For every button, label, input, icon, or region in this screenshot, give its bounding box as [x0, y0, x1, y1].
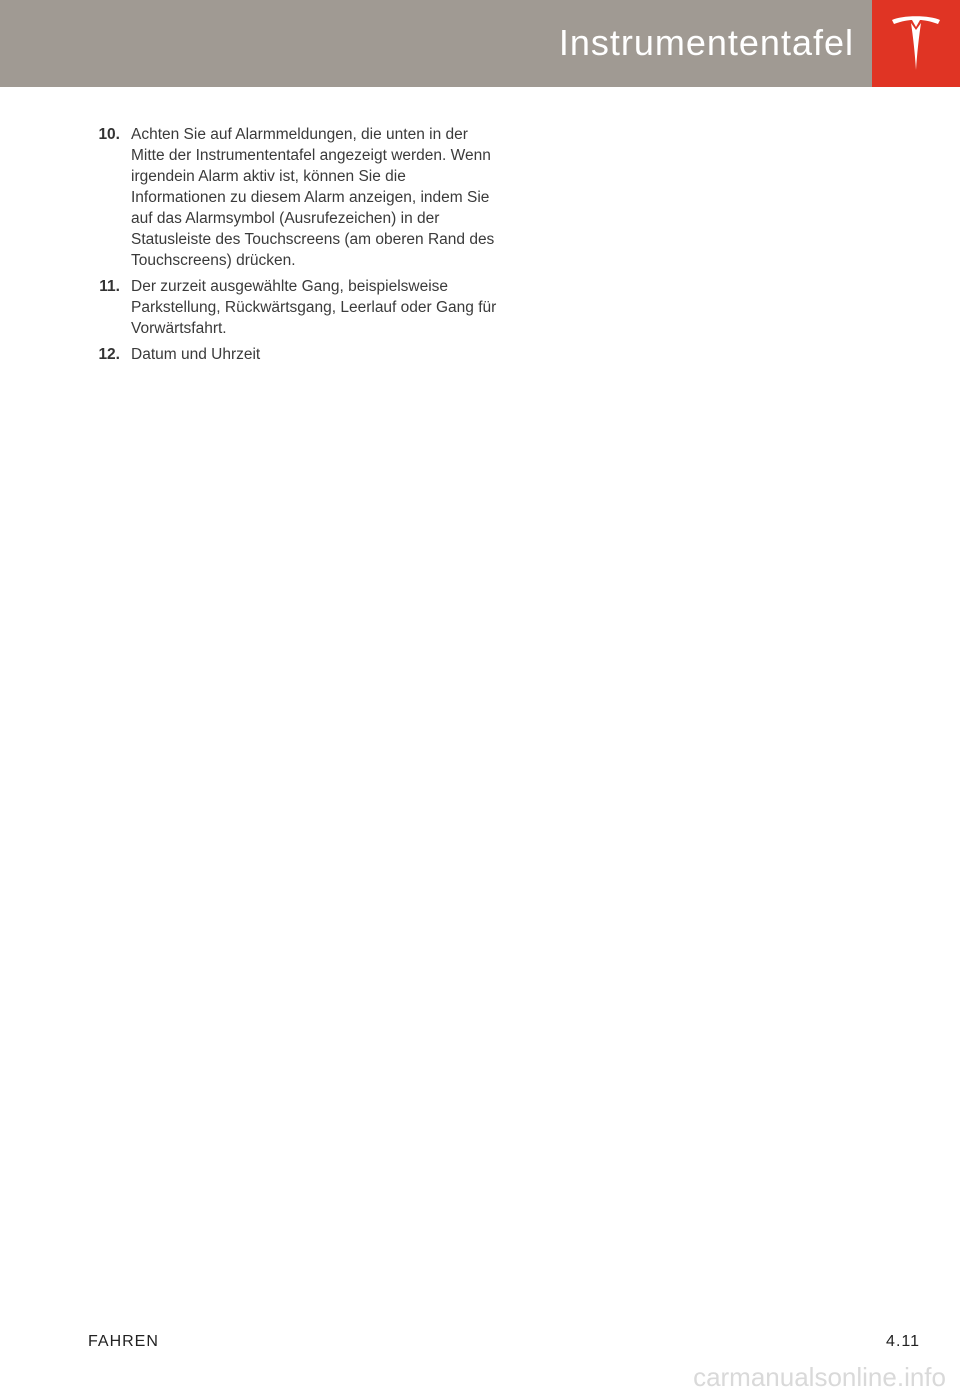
watermark: carmanualsonline.info [693, 1362, 946, 1392]
page-title: Instrumententafel [558, 22, 854, 63]
list-item [70, 276, 500, 339]
list-item [70, 124, 500, 271]
footer-page-number: 4.11 [886, 1333, 920, 1350]
list-item-number: 12. [98, 346, 120, 363]
footer-section-label: FAHREN [88, 1333, 159, 1350]
numbered-list [70, 124, 500, 370]
list-item-number: 11. [99, 278, 120, 295]
tesla-logo-icon [890, 14, 942, 72]
list-item-text: Datum und Uhrzeit [131, 346, 261, 363]
list-item-text: Achten Sie auf Alarmmeldungen, die unten in der Mitte der Instrumententafel angezeigt werden. Wenn irgendein Alarm aktiv ist, können Sie die Informationen zu diesem Alarm anzeigen, indem Sie auf das Alarmsymbol (Ausrufezeichen) in der Statusleiste des Touchscreens (am oberen Rand des Touchscreens) drücken. [131, 126, 495, 269]
header-bar [0, 0, 872, 87]
list-item [70, 344, 500, 365]
list-item-number: 10. [98, 126, 120, 143]
logo-box [872, 0, 960, 87]
list-item-text: Der zurzeit ausgewählte Gang, beispielsweise Parkstellung, Rückwärtsgang, Leerlauf oder Gang für Vorwärtsfahrt. [131, 278, 497, 337]
